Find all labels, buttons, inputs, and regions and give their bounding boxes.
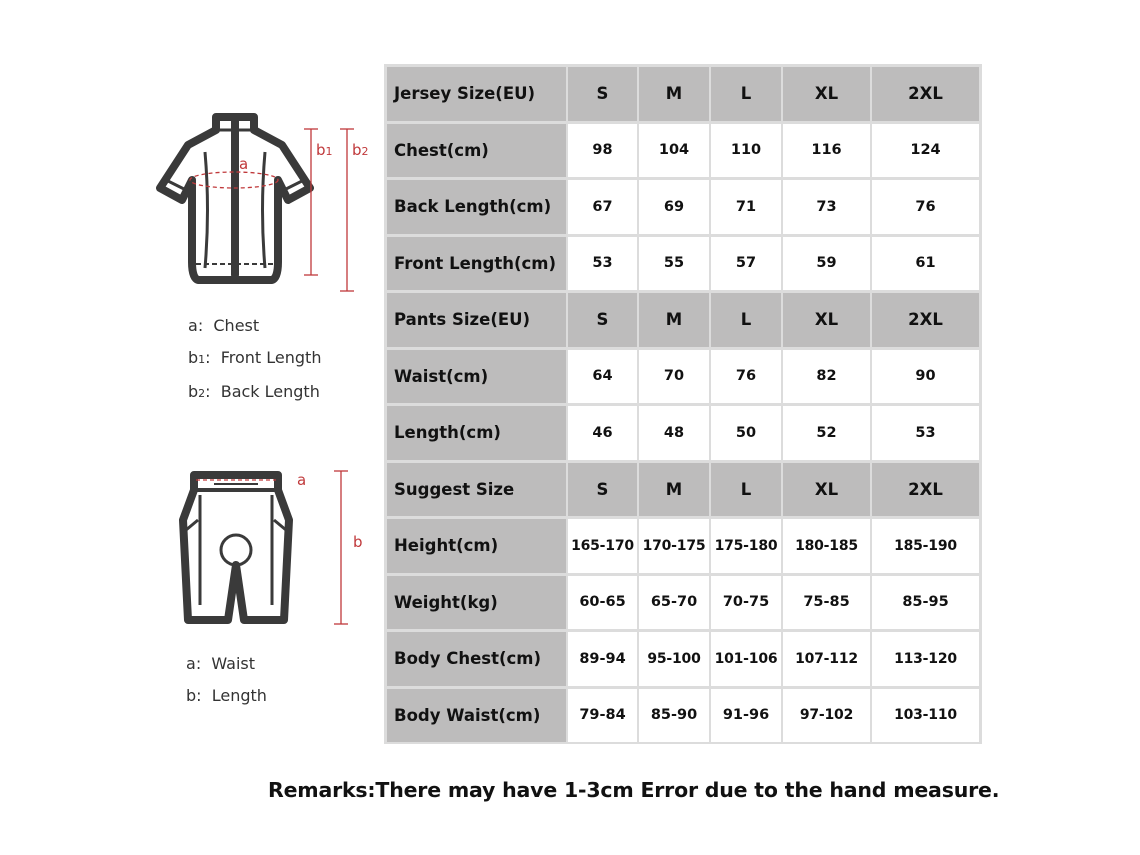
table-cell: 76 — [872, 180, 979, 234]
table-cell: 103-110 — [872, 689, 979, 743]
table-cell: 95-100 — [639, 632, 709, 686]
table-cell: 57 — [711, 237, 781, 291]
table-cell: 165-170 — [568, 519, 637, 573]
pants-legend: a: Waist b: Length — [186, 654, 267, 705]
table-cell: 53 — [872, 406, 979, 460]
legend-length: Length — [211, 686, 267, 705]
size-header: XL — [783, 463, 870, 517]
table-cell: 97-102 — [783, 689, 870, 743]
table-cell: 98 — [568, 124, 637, 178]
jersey-icon — [160, 117, 310, 280]
table-cell: 170-175 — [639, 519, 709, 573]
table-cell: 75-85 — [783, 576, 870, 630]
table-cell: 59 — [783, 237, 870, 291]
table-cell: 52 — [783, 406, 870, 460]
table-cell: 73 — [783, 180, 870, 234]
table-cell: 85-90 — [639, 689, 709, 743]
table-cell: 48 — [639, 406, 709, 460]
pants-label-a: a — [297, 471, 307, 489]
remarks-text: Remarks:There may have 1-3cm Error due to the hand measure. — [268, 778, 1000, 802]
svg-text:b2: b2 — [352, 141, 369, 159]
table-cell: 124 — [872, 124, 979, 178]
size-header: 2XL — [872, 463, 979, 517]
size-header: L — [711, 67, 781, 121]
table-cell: 82 — [783, 350, 870, 404]
table-cell: 69 — [639, 180, 709, 234]
row-label: Waist(cm) — [387, 350, 566, 404]
table-cell: 46 — [568, 406, 637, 460]
jersey-label-a: a — [239, 155, 249, 173]
table-cell: 175-180 — [711, 519, 781, 573]
table-cell: 101-106 — [711, 632, 781, 686]
table-cell: 70 — [639, 350, 709, 404]
size-header: M — [639, 67, 709, 121]
table-cell: 70-75 — [711, 576, 781, 630]
row-label: Weight(kg) — [387, 576, 566, 630]
table-cell: 61 — [872, 237, 979, 291]
row-label: Chest(cm) — [387, 124, 566, 178]
size-header: S — [568, 293, 637, 347]
size-header: L — [711, 463, 781, 517]
table-cell: 64 — [568, 350, 637, 404]
size-table — [384, 64, 982, 744]
table-cell: 65-70 — [639, 576, 709, 630]
size-header: 2XL — [872, 67, 979, 121]
table-cell: 185-190 — [872, 519, 979, 573]
table-cell: 91-96 — [711, 689, 781, 743]
size-header: S — [568, 67, 637, 121]
table-cell: 60-65 — [568, 576, 637, 630]
table-cell: 104 — [639, 124, 709, 178]
table-cell: 55 — [639, 237, 709, 291]
row-label: Front Length(cm) — [387, 237, 566, 291]
size-header: XL — [783, 67, 870, 121]
table-cell: 67 — [568, 180, 637, 234]
row-label: Length(cm) — [387, 406, 566, 460]
jersey-legend: a: Chest b1: Front Length b2: Back Length — [188, 316, 322, 401]
row-label: Back Length(cm) — [387, 180, 566, 234]
row-label: Height(cm) — [387, 519, 566, 573]
size-header: 2XL — [872, 293, 979, 347]
size-header: M — [639, 463, 709, 517]
table-cell: 79-84 — [568, 689, 637, 743]
table-cell: 180-185 — [783, 519, 870, 573]
table-cell: 53 — [568, 237, 637, 291]
pants-label-b: b — [353, 533, 363, 551]
legend-chest: Chest — [213, 316, 260, 335]
legend-waist: Waist — [211, 654, 256, 673]
legend-front-length: Front Length — [220, 348, 322, 367]
size-header: S — [568, 463, 637, 517]
row-label: Body Chest(cm) — [387, 632, 566, 686]
section-header: Pants Size(EU) — [387, 293, 566, 347]
size-header: M — [639, 293, 709, 347]
table-cell: 116 — [783, 124, 870, 178]
section-header: Suggest Size — [387, 463, 566, 517]
table-cell: 89-94 — [568, 632, 637, 686]
row-label: Body Waist(cm) — [387, 689, 566, 743]
table-cell: 110 — [711, 124, 781, 178]
jersey-label-b2: b — [352, 141, 362, 159]
table-cell: 85-95 — [872, 576, 979, 630]
section-header: Jersey Size(EU) — [387, 67, 566, 121]
size-header: XL — [783, 293, 870, 347]
table-cell: 71 — [711, 180, 781, 234]
table-cell: 113-120 — [872, 632, 979, 686]
table-cell: 90 — [872, 350, 979, 404]
table-cell: 107-112 — [783, 632, 870, 686]
table-cell: 76 — [711, 350, 781, 404]
svg-text:b1: b1 — [316, 141, 333, 159]
table-cell: 50 — [711, 406, 781, 460]
jersey-label-b1: b — [316, 141, 326, 159]
legend-back-length: Back Length — [220, 382, 320, 401]
size-header: L — [711, 293, 781, 347]
